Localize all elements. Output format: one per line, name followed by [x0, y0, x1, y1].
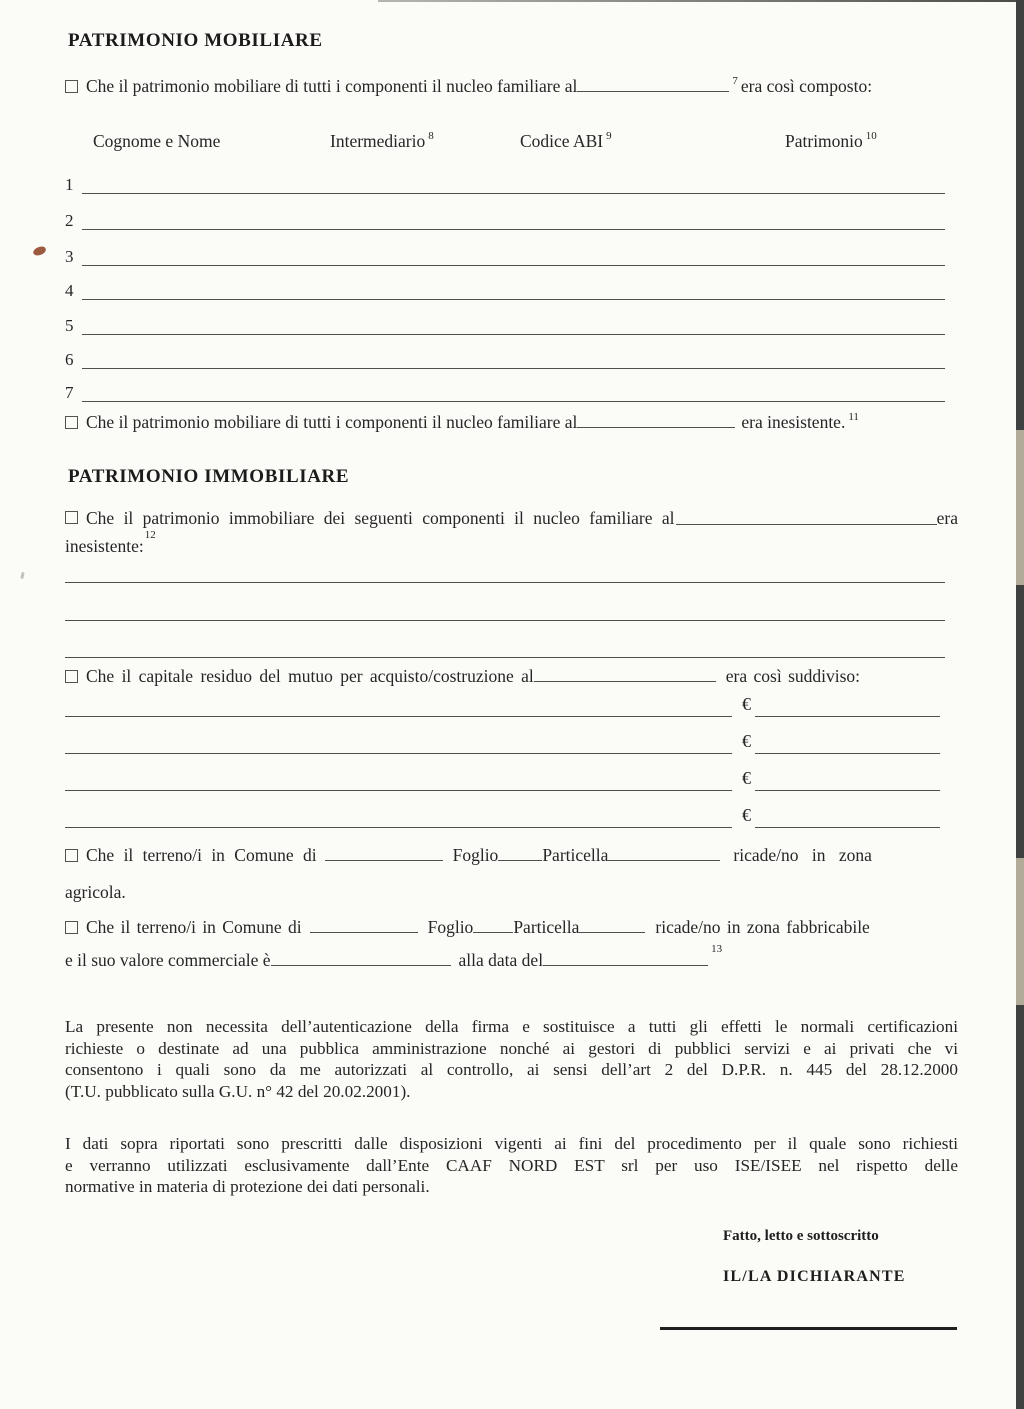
mutuo-amount-row	[65, 805, 940, 831]
particella-label: Particella	[542, 845, 609, 865]
blank-field-line	[65, 825, 732, 828]
column-header-intermediario: Intermediario $^8$	[330, 130, 434, 151]
checkbox-mobiliare-composto	[65, 80, 78, 93]
checkbox-immobiliare-inesistente	[65, 511, 78, 524]
legal-text-line: La presente non necessita dell’autenticazione della firma e sostituisce a tutti gli effetti le normali certificazioni	[65, 1017, 958, 1036]
blank-field-line	[65, 788, 732, 791]
blank-field-line-valore	[271, 963, 451, 966]
foglio-label: Foglio	[427, 917, 474, 937]
foglio-label: Foglio	[452, 845, 499, 865]
declarant-label: IL/LA DICHIARANTE	[723, 1268, 906, 1285]
blank-amount-line	[755, 825, 940, 828]
mobiliare-composto-text: Che il patrimonio mobiliare di tutti i componenti il nucleo familiare al	[86, 76, 578, 96]
euro-symbol: €	[742, 694, 751, 714]
mobiliare-composto-line	[65, 76, 872, 97]
blank-field-line-particella	[608, 858, 720, 861]
legal-paragraph-autocertificazione	[65, 1016, 958, 1102]
checkbox-mutuo	[65, 670, 78, 683]
table-row	[65, 277, 945, 303]
blank-field-line-date	[577, 425, 735, 428]
euro-symbol: €	[742, 805, 751, 825]
table-row	[65, 379, 945, 405]
row-number: 6	[65, 350, 74, 369]
blank-field-line	[65, 714, 732, 717]
terreno-agricola-line2	[65, 882, 126, 903]
ink-speck	[32, 246, 47, 257]
blank-amount-line	[755, 751, 940, 754]
blank-field-line-foglio	[473, 930, 513, 933]
scan-edge-artifact-top	[378, 0, 1016, 2]
blank-field-line	[82, 193, 945, 194]
mutuo-amount-row	[65, 768, 940, 794]
ink-speck	[20, 572, 24, 579]
blank-field-line-date	[577, 89, 729, 92]
mobiliare-table-header-row	[0, 131, 1024, 155]
valore-commerciale-text: e il suo valore commerciale è	[65, 950, 271, 970]
immobiliare-inesistente-text: Che il patrimonio immobiliare dei seguenti componenti il nucleo familiare al	[86, 508, 675, 528]
section-title-patrimonio-immobiliare: PATRIMONIO IMMOBILIARE	[68, 466, 350, 487]
blank-amount-line	[755, 788, 940, 791]
valore-commerciale-line	[65, 943, 725, 971]
blank-field-line	[82, 229, 945, 230]
blank-field-line	[65, 582, 945, 583]
euro-symbol: €	[742, 731, 751, 751]
legal-text-line: e verranno utilizzati esclusivamente dall’Ente CAAF NORD EST srl per uso ISE/ISEE nel rispetto delle	[65, 1155, 958, 1175]
mutuo-amount-row	[65, 694, 940, 720]
particella-label: Particella	[513, 917, 580, 937]
blank-field-line	[82, 265, 945, 266]
table-row	[65, 207, 945, 233]
terreno-agricola-text: Che il terreno/i in Comune di	[86, 845, 317, 865]
row-number: 1	[65, 175, 74, 194]
mobiliare-inesistente-line	[65, 412, 862, 433]
footnote-ref-7: 7	[732, 75, 738, 88]
checkbox-mobiliare-inesistente	[65, 416, 78, 429]
blank-field-line	[65, 751, 732, 754]
table-row	[65, 171, 945, 197]
terreno-agricola-text2: agricola.	[65, 882, 126, 902]
footnote-ref-13: 13	[711, 943, 723, 956]
alla-data-del-text: alla data del	[458, 950, 544, 970]
mutuo-amount-row	[65, 731, 940, 757]
sworn-statement-text: Fatto, letto e sottoscritto	[723, 1228, 879, 1244]
column-header-patrimonio: Patrimonio $^{10}$	[785, 130, 877, 151]
mutuo-line	[65, 666, 860, 687]
legal-text-line: (T.U. pubblicato sulla G.U. n° 42 del 20.02.2001).	[65, 1081, 411, 1101]
terreno-agricola-line	[65, 845, 872, 866]
immobiliare-inesistente-line2	[65, 529, 159, 557]
euro-symbol: €	[742, 768, 751, 788]
row-number: 3	[65, 247, 74, 266]
blank-field-line	[82, 334, 945, 335]
mobiliare-composto-text-end: era così composto:	[740, 76, 873, 96]
terreno-agricola-text-end: ricade/no in zona	[733, 845, 872, 865]
blank-field-line-comune	[325, 858, 443, 861]
blank-field-line	[82, 401, 945, 402]
blank-field-line	[65, 657, 945, 658]
blank-field-line-date	[534, 679, 716, 682]
blank-field-line-foglio	[498, 858, 542, 861]
blank-amount-line	[755, 714, 940, 717]
row-number: 7	[65, 383, 74, 402]
checkbox-terreno-agricola	[65, 849, 78, 862]
immobiliare-inesistente-text2: inesistente:	[65, 536, 144, 556]
table-row	[65, 243, 945, 269]
terreno-fabbricabile-text: Che il terreno/i in Comune di	[86, 917, 302, 937]
terreno-fabbricabile-line	[65, 917, 870, 938]
mutuo-text-end: era così suddiviso:	[725, 666, 861, 686]
row-number: 4	[65, 281, 74, 300]
checkbox-terreno-fabbricabile	[65, 921, 78, 934]
blank-field-line-comune	[310, 930, 418, 933]
table-row	[65, 346, 945, 372]
legal-text-line: I dati sopra riportati sono prescritti dalle disposizioni vigenti ai fini del procedimento per il quale sono richiesti	[65, 1134, 958, 1153]
column-header-codice-abi: Codice ABI $^9$	[520, 130, 612, 151]
row-number: 5	[65, 316, 74, 335]
footnote-ref-12: 12	[144, 529, 156, 542]
legal-text-line: richieste o destinate ad una pubblica amministrazione nonché ai gestori di pubblici servizi e ai privati che vi	[65, 1038, 958, 1058]
blank-field-line	[82, 299, 945, 300]
blank-field-line	[65, 620, 945, 621]
legal-paragraph-privacy	[65, 1133, 958, 1198]
terreno-fabbricabile-text-end: ricade/no in zona fabbricabile	[655, 917, 870, 937]
legal-text-line: normative in materia di protezione dei dati personali.	[65, 1177, 430, 1197]
section-title-patrimonio-mobiliare: PATRIMONIO MOBILIARE	[68, 30, 323, 51]
scan-edge-segment	[1016, 858, 1024, 1005]
mobiliare-inesistente-text-end: era inesistente.	[741, 412, 846, 432]
table-row	[65, 312, 945, 338]
column-header-cognome-nome: Cognome e Nome	[93, 131, 221, 151]
blank-field-line-date	[676, 522, 936, 525]
mutuo-text: Che il capitale residuo del mutuo per acquisto/costruzione al	[86, 666, 534, 686]
immobiliare-inesistente-era: era	[936, 508, 958, 528]
blank-field-line-particella	[579, 930, 645, 933]
scan-edge-artifact-right	[1016, 0, 1024, 1409]
blank-field-line	[82, 368, 945, 369]
scan-edge-segment	[1016, 430, 1024, 585]
signature-line	[660, 1327, 957, 1330]
blank-field-line-data	[543, 963, 708, 966]
footnote-ref-8: 8	[428, 130, 434, 143]
footnote-ref-10: 10	[865, 130, 877, 143]
footnote-ref-9: 9	[606, 130, 612, 143]
immobiliare-inesistente-line1	[65, 508, 958, 529]
footnote-ref-11: 11	[848, 411, 859, 424]
mobiliare-inesistente-text: Che il patrimonio mobiliare di tutti i componenti il nucleo familiare al	[86, 412, 578, 432]
row-number: 2	[65, 211, 74, 230]
legal-text-line: consentono i quali sono da me autorizzati al controllo, ai sensi dell’art 2 del D.P.R. n. 445 del 28.12.2000	[65, 1060, 958, 1080]
